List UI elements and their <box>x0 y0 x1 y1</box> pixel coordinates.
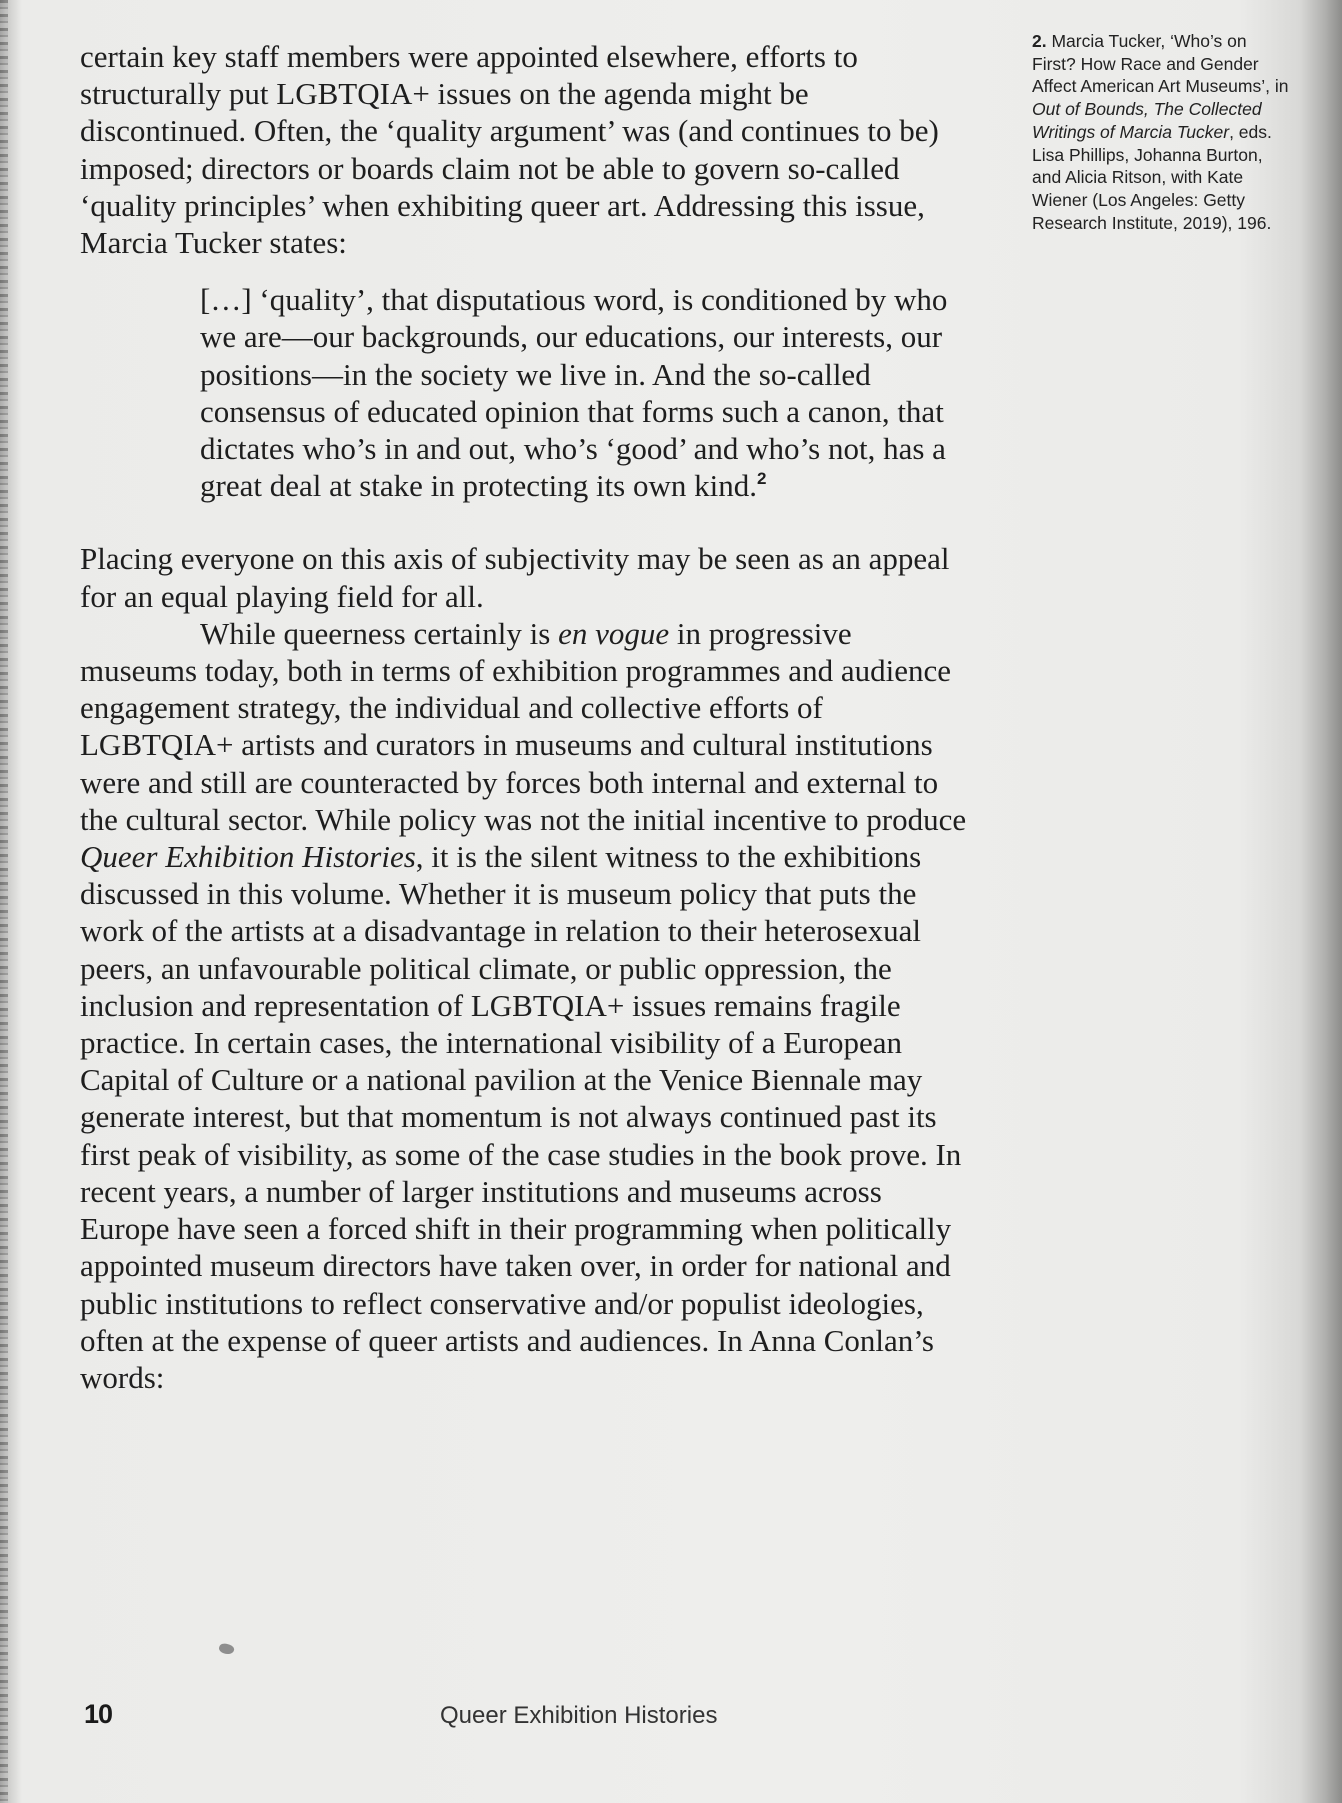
block-quote-text: […] ‘quality’, that disputatious word, is conditioned by who we are—our backgrounds, our educations, our interests, our positions—in the society we live in. And the so-called consensus of educated opinion that forms such a canon, that dictates who’s in and out, who’s ‘good’ and who’s not, has a great deal at stake in protecting its own kind. <box>200 282 948 504</box>
body-text: , it is the silent witness to the exhibitions discussed in this volume. Whether it is museum policy that puts the work of the artists at a disadvantage in relation to their heterosexual peers, an unfavourable political climate, or public oppression, the inclusion and representation of LGBTQIA+ issues remains fragile practice. In certain cases, the international visibility of a European Capital of Culture or a national pavilion at the Venice Biennale may generate interest, but that momentum is not always continued past its first peak of visibility, as some of the case studies in the book prove. In recent years, a number of larger institutions and museums across Europe have seen a forced shift in their programming when politically appointed museum directors have taken over, in order for national and public institutions to reflect conservative and/or populist ideologies, often at the expense of queer artists and audiences. In Anna Conlan’s words: <box>80 839 962 1395</box>
book-title: Queer Exhibition Histories <box>80 839 416 875</box>
body-paragraph: Placing everyone on this axis of subjectivity may be seen as an appeal for an equal playing field for all. <box>80 541 950 614</box>
footnote-reference: 2 <box>757 469 767 489</box>
binding-edge <box>0 0 8 1803</box>
footnote <box>1032 30 1294 234</box>
page-number: 10 <box>84 1699 113 1729</box>
footnote-text: Marcia Tucker, ‘Who’s on First? How Race and Gender Affect American Art Museums’, in <box>1032 31 1289 97</box>
footnote-text: , eds. Lisa Phillips, Johanna Burton, and Alicia Ritson, with Kate Wiener (Los Angeles: Getty Research Institute, 2019), 196. <box>1032 121 1272 233</box>
footnote-book-title: Out of Bounds, The Collected Writings of Marcia Tucker <box>1032 99 1262 142</box>
main-text-column <box>80 38 980 1396</box>
footnote-number: 2. <box>1032 31 1047 51</box>
italic-phrase: en vogue <box>558 615 670 651</box>
body-text: in progressive museums today, both in terms of exhibition programmes and audience engagement strategy, the individual and collective efforts of LGBTQIA+ artists and curators in museums and cultural institutions were and still are counteracted by forces both internal and external to the cultural sector. While policy was not the initial incentive to produce <box>80 615 967 837</box>
body-paragraph <box>80 615 970 1396</box>
body-paragraph: certain key staff members were appointed elsewhere, efforts to structurally put LGBTQIA+ issues on the agenda might be discontinued. Often, the ‘quality argument’ was (and continues to be) imposed; directors or boards claim not be able to govern so-called ‘quality principles’ when exhibiting queer art. Addressing this issue, Marcia Tucker states: <box>80 39 939 261</box>
body-text: While queerness certainly is <box>200 615 559 651</box>
running-title: Queer Exhibition Histories <box>440 1702 718 1729</box>
block-quote <box>200 281 970 504</box>
